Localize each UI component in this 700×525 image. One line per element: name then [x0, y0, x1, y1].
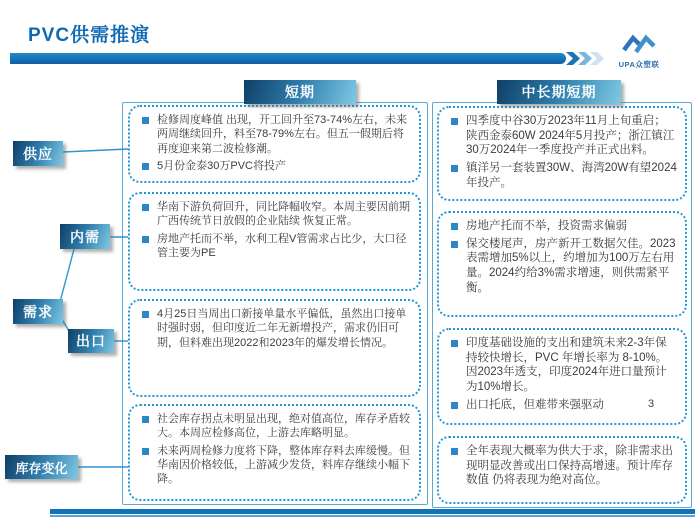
- bullet-text: 出口托底，但难带来强驱动: [466, 398, 604, 411]
- row-label-inventory-change: 库存变化: [5, 455, 78, 479]
- company-logo: [608, 33, 670, 70]
- short-term-domestic-demand-box: [128, 192, 421, 291]
- bullet-item: [449, 398, 677, 413]
- logo-text: UPA众塑联: [618, 60, 660, 69]
- bullet-list: [140, 307, 411, 350]
- bullet-list: [140, 412, 411, 486]
- bullet-item: [140, 412, 411, 441]
- bullet-square-icon: [142, 117, 149, 124]
- bullet-square-icon: [451, 402, 458, 409]
- column-header-mid-long-term: 中长期短期: [497, 80, 621, 104]
- short-term-supply-box: [128, 105, 421, 183]
- bullet-item: [140, 159, 411, 173]
- mid-long-term-domestic-demand-box: [437, 211, 687, 317]
- page-number: 3: [648, 398, 655, 410]
- bullet-item: [449, 237, 677, 296]
- bullet-item: [449, 114, 677, 158]
- bullet-text: 房地产托而不举，水利工程V管需求占比少，大口径管主要为PE: [157, 232, 407, 259]
- bullet-text: 全年表现大概率为供大于求，除非需求出现明显改善或出口保持高增速。预计库存数值 仍将表现为绝对高位。: [466, 445, 673, 487]
- bullet-square-icon: [451, 223, 458, 230]
- bullet-text: 四季度中谷30万2023年11月上旬重启；陕西金泰60W 2024年5月投产；浙江镇江30万2024年一季度投产并正式出料。: [466, 115, 675, 157]
- bullet-list: [140, 200, 411, 260]
- row-label-domestic-demand: 内需: [60, 224, 110, 249]
- page-title: PVC供需推演: [28, 25, 151, 46]
- bullet-item: [140, 113, 411, 156]
- bullet-square-icon: [451, 241, 458, 248]
- bullet-item: [449, 444, 677, 488]
- bullet-item: [140, 307, 411, 350]
- bullet-square-icon: [142, 236, 149, 243]
- title-underline-bar: [10, 53, 566, 64]
- bullet-square-icon: [142, 311, 149, 318]
- bullet-item: [449, 219, 677, 234]
- bullet-list: [449, 219, 677, 296]
- bullet-square-icon: [451, 165, 458, 172]
- bullet-square-icon: [451, 448, 458, 455]
- bullet-item: [449, 336, 677, 395]
- row-label-demand: 需求: [13, 299, 63, 324]
- mid-long-term-export-box: [437, 328, 687, 425]
- mid-long-term-supply-box: [437, 106, 687, 201]
- row-label-export: 出口: [68, 329, 114, 353]
- bullet-text: 4月25日当周出口新接单量水平偏低，虽然出口接单时强时弱，但印度近二年无新增投产，需求仍旧可期，但料难出现2022和2023年的爆发增长情况。: [157, 308, 407, 349]
- bullet-square-icon: [142, 163, 149, 170]
- short-term-export-box: [128, 299, 421, 397]
- bullet-square-icon: [142, 204, 149, 211]
- bullet-text: 未来两周检修力度将下降，整体库存料去库缓慢。但华南因价格较低，上游减少发货，料库存继续小幅下降。: [157, 444, 410, 486]
- bullet-list: [140, 113, 411, 173]
- bullet-text: 5月份金泰30万PVC将投产: [157, 159, 286, 172]
- bullet-item: [449, 161, 677, 190]
- upa-logo-icon: [619, 33, 659, 55]
- chevron-decoration-icon: [566, 52, 612, 70]
- bullet-text: 社会库存拐点未明显出现，绝对值高位，库存矛盾较大。本周应检修高位，上游去库略明显。: [157, 413, 410, 440]
- bullet-square-icon: [142, 416, 149, 423]
- bullet-text: 印度基础设施的支出和建筑未来2-3年保持较快增长，PVC 年增长率为 8-10%。因2023年透支，印度2024年进口量预计为10%增长。: [466, 337, 668, 394]
- bullet-text: 房地产托而不举，投资需求偏弱: [466, 220, 627, 232]
- bullet-square-icon: [451, 340, 458, 347]
- bullet-item: [140, 232, 411, 261]
- bullet-list: [449, 336, 677, 413]
- bullet-square-icon: [142, 448, 149, 455]
- footer-bar: [50, 509, 695, 514]
- footer-thin-line: [50, 515, 695, 517]
- bullet-item: [140, 444, 411, 487]
- bullet-text: 镇洋另一套装置30W、海湾20W有望2024年投产。: [466, 162, 677, 189]
- bullet-list: [449, 444, 677, 488]
- row-label-supply: 供应: [13, 141, 63, 166]
- bullet-item: [140, 200, 411, 229]
- mid-long-term-inventory-box: [437, 436, 687, 504]
- column-header-short-term: 短期: [244, 80, 356, 104]
- short-term-inventory-box: [128, 404, 421, 501]
- bullet-square-icon: [451, 118, 458, 125]
- bullet-text: 华南下游负荷回升，同比降幅收窄。本周主要因前期广西传统节日放假的企业陆续 恢复正常。: [157, 201, 410, 228]
- bullet-list: [449, 114, 677, 191]
- bullet-text: 检修周度峰值 出现，开工回升至73-74%左右，未来两周继续回升，料至78-79%左右。但五一假期后将再度迎来第二波检修潮。: [157, 114, 407, 155]
- bullet-text: 保交楼尾声，房产新开工数据欠佳。2023表需增加5%以上，约增加为100万左右用量。2024约给3%需求增速，则供需紧平衡。: [466, 237, 676, 294]
